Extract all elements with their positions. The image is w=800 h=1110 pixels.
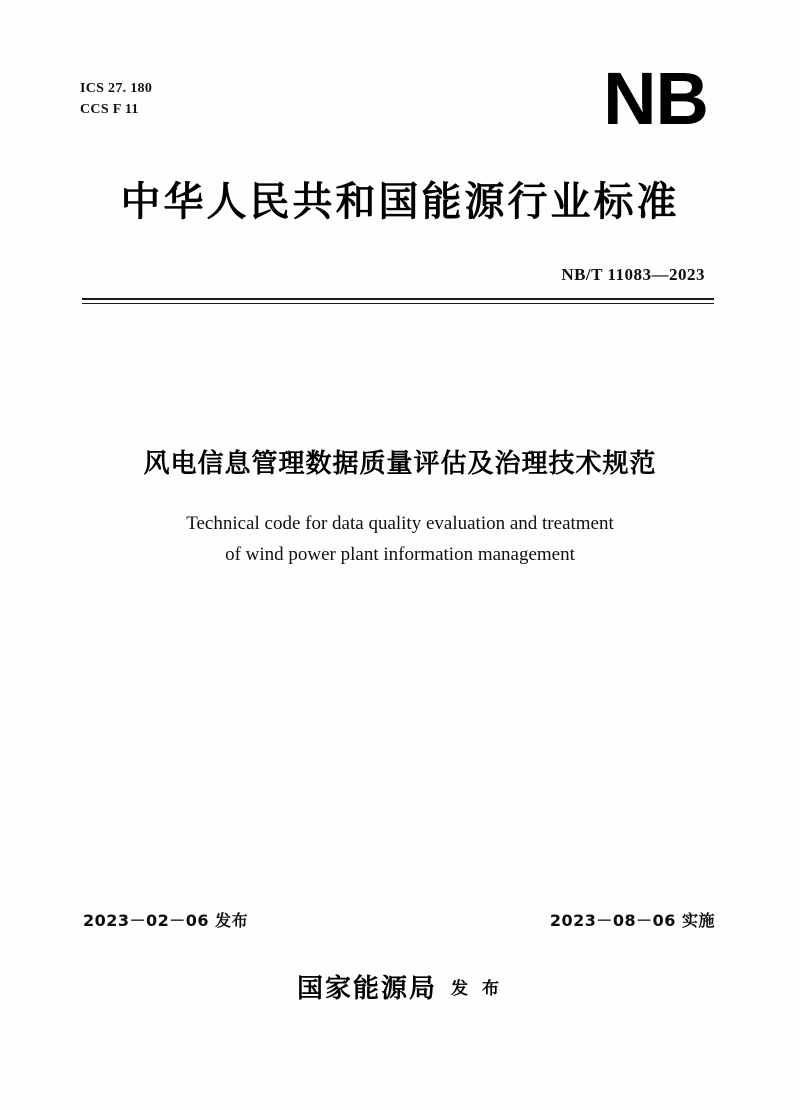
effective-date: 2023－08－06 实施	[549, 911, 715, 930]
document-title-english-line1: Technical code for data quality evaluation and treatment	[186, 513, 614, 534]
divider-line-top	[82, 298, 714, 300]
standard-number: NB/T 11083—2023	[561, 265, 705, 284]
divider-line-bottom	[82, 303, 714, 304]
publisher-block	[0, 968, 800, 1005]
classification-block	[80, 78, 152, 120]
ccs-code: CCS F 11	[80, 102, 139, 117]
ics-code: ICS 27. 180	[80, 81, 153, 96]
document-title-english-line2: of wind power plant information management	[225, 544, 575, 565]
nb-logo: NB	[603, 57, 708, 140]
publisher-organization: 国家能源局	[297, 974, 438, 1004]
document-title-english	[0, 508, 800, 570]
series-title: 中华人民共和国能源行业标准	[120, 179, 680, 225]
issue-date: 2023－02－06 发布	[83, 911, 249, 930]
publisher-verb: 发 布	[451, 979, 503, 999]
document-title-chinese: 风电信息管理数据质量评估及治理技术规范	[143, 449, 657, 479]
